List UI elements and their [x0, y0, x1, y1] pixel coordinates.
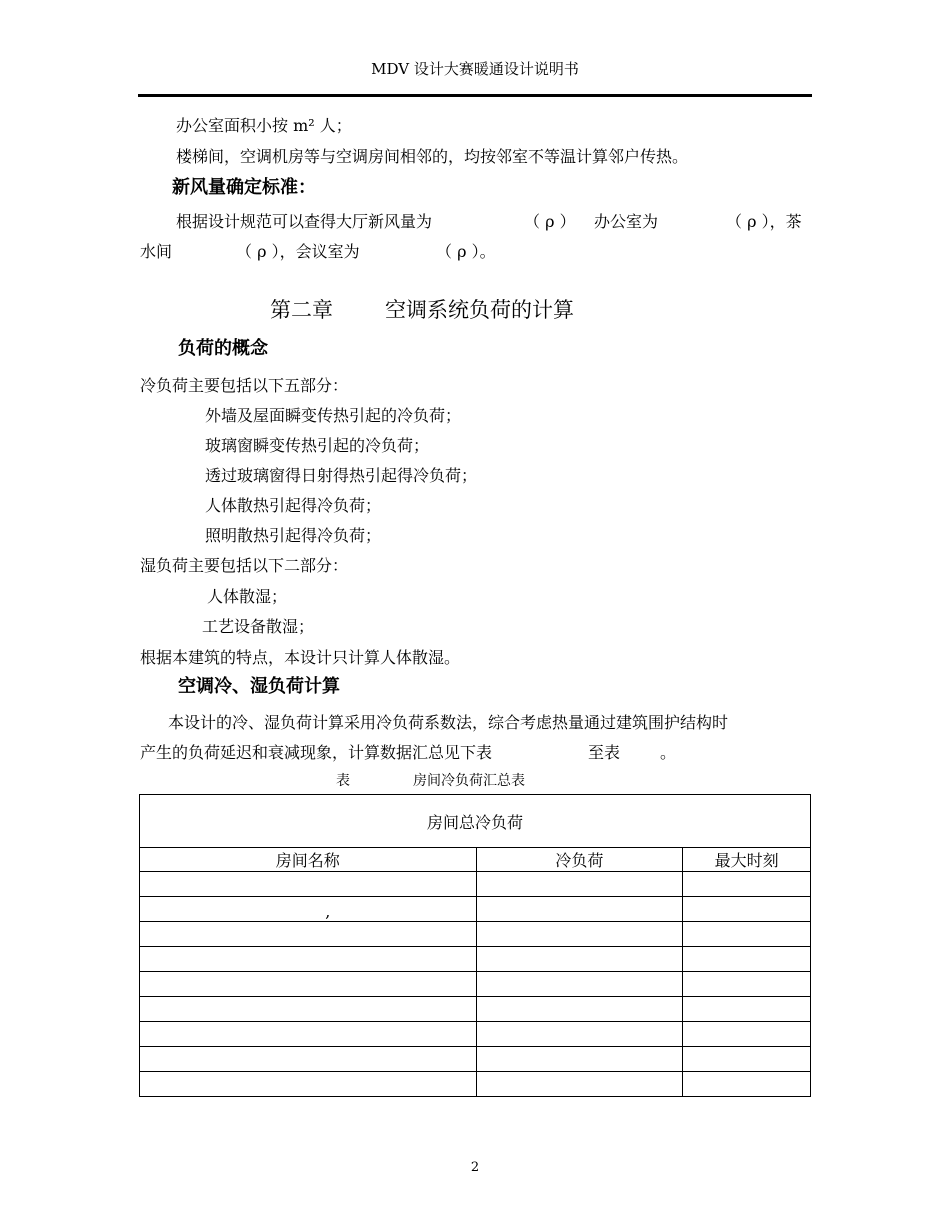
table-cell	[683, 972, 811, 997]
stairwell-line: 楼梯间，空调机房等与空调房间相邻的，均按邻室不等温计算邻户传热。	[176, 147, 689, 166]
fresh-air-line-2c: （ ρ ）。	[436, 242, 496, 261]
office-area-line: 办公室面积小按 m² 人；	[176, 116, 352, 135]
table-cell	[140, 872, 477, 897]
humidity-load-item: 工艺设备散湿；	[202, 617, 315, 636]
table-cell	[476, 922, 683, 947]
page-number: 2	[470, 1160, 480, 1175]
table-cell	[476, 997, 683, 1022]
fresh-air-line-2b: （ ρ ），会议室为	[236, 242, 360, 261]
chapter-title: 空调系统负荷的计算	[385, 298, 574, 322]
table-cell: ,	[140, 897, 477, 922]
table-cell	[683, 1022, 811, 1047]
cooling-load-item: 外墙及屋面瞬变传热引起的冷负荷；	[205, 406, 462, 425]
humidity-load-item: 人体散湿；	[207, 587, 288, 606]
table-caption: 房间冷负荷汇总表	[413, 773, 525, 789]
column-header-room-name: 房间名称	[140, 848, 477, 872]
fresh-air-line-2a: 水间	[140, 242, 173, 261]
table-cell	[476, 872, 683, 897]
fresh-air-heading: 新风量确定标准：	[172, 177, 316, 198]
load-calc-paragraph-2c: 。	[660, 743, 677, 762]
table-cell	[140, 972, 477, 997]
table-title: 房间总冷负荷	[140, 795, 811, 848]
cooling-load-item: 人体散热引起得冷负荷；	[205, 496, 382, 515]
table-cell	[140, 1072, 477, 1097]
table-cell	[683, 922, 811, 947]
table-cell	[476, 1022, 683, 1047]
table-cell	[683, 872, 811, 897]
load-calc-heading: 空调冷、湿负荷计算	[178, 676, 340, 697]
column-header-cooling-load: 冷负荷	[476, 848, 683, 872]
table-row	[140, 872, 811, 897]
table-cell	[140, 997, 477, 1022]
cooling-load-intro: 冷负荷主要包括以下五部分：	[140, 376, 349, 395]
load-calc-paragraph-1: 本设计的冷、湿负荷计算采用冷负荷系数法，综合考虑热量通过建筑围护结构时	[168, 713, 729, 732]
cooling-load-item: 玻璃窗瞬变传热引起的冷负荷；	[205, 436, 430, 455]
table-cell	[476, 972, 683, 997]
header-divider	[138, 94, 812, 97]
load-calc-paragraph-2b: 至表	[588, 743, 621, 762]
table-row	[140, 947, 811, 972]
fresh-air-line-1b: （ ρ ）	[524, 212, 576, 231]
fresh-air-line-1a: 根据设计规范可以查得大厅新风量为	[176, 212, 433, 231]
table-cell	[140, 1047, 477, 1072]
humidity-load-intro: 湿负荷主要包括以下二部分：	[140, 556, 349, 575]
running-header: MDV 设计大赛暖通设计说明书	[371, 60, 579, 78]
table-row	[140, 1072, 811, 1097]
table-cell	[683, 947, 811, 972]
humidity-conclusion: 根据本建筑的特点，本设计只计算人体散湿。	[140, 648, 461, 667]
table-cell	[683, 1047, 811, 1072]
table-row	[140, 1022, 811, 1047]
table-cell	[683, 897, 811, 922]
table-row	[140, 997, 811, 1022]
table-cell	[476, 1072, 683, 1097]
table-row	[140, 897, 811, 922]
table-cell	[683, 1072, 811, 1097]
load-calc-paragraph-2a: 产生的负荷延迟和衰减现象，计算数据汇总见下表	[140, 743, 493, 762]
table-cell	[476, 947, 683, 972]
fresh-air-line-1d: （ ρ ），茶	[726, 212, 802, 231]
table-cell	[476, 1047, 683, 1072]
cooling-load-item: 照明散热引起得冷负荷；	[205, 526, 382, 545]
room-cooling-load-table	[139, 794, 811, 1097]
table-cell	[683, 997, 811, 1022]
chapter-number: 第二章	[270, 298, 333, 322]
table-cell	[140, 922, 477, 947]
table-cell	[140, 947, 477, 972]
table-cell	[476, 897, 683, 922]
table-caption-prefix: 表	[336, 773, 350, 789]
cooling-load-item: 透过玻璃窗得日射得热引起得冷负荷；	[205, 466, 478, 485]
table-row	[140, 922, 811, 947]
load-concept-heading: 负荷的概念	[178, 338, 268, 359]
table-row	[140, 1047, 811, 1072]
column-header-peak-time: 最大时刻	[683, 848, 811, 872]
table-cell	[140, 1022, 477, 1047]
fresh-air-line-1c: 办公室为	[594, 212, 659, 231]
table-row	[140, 972, 811, 997]
